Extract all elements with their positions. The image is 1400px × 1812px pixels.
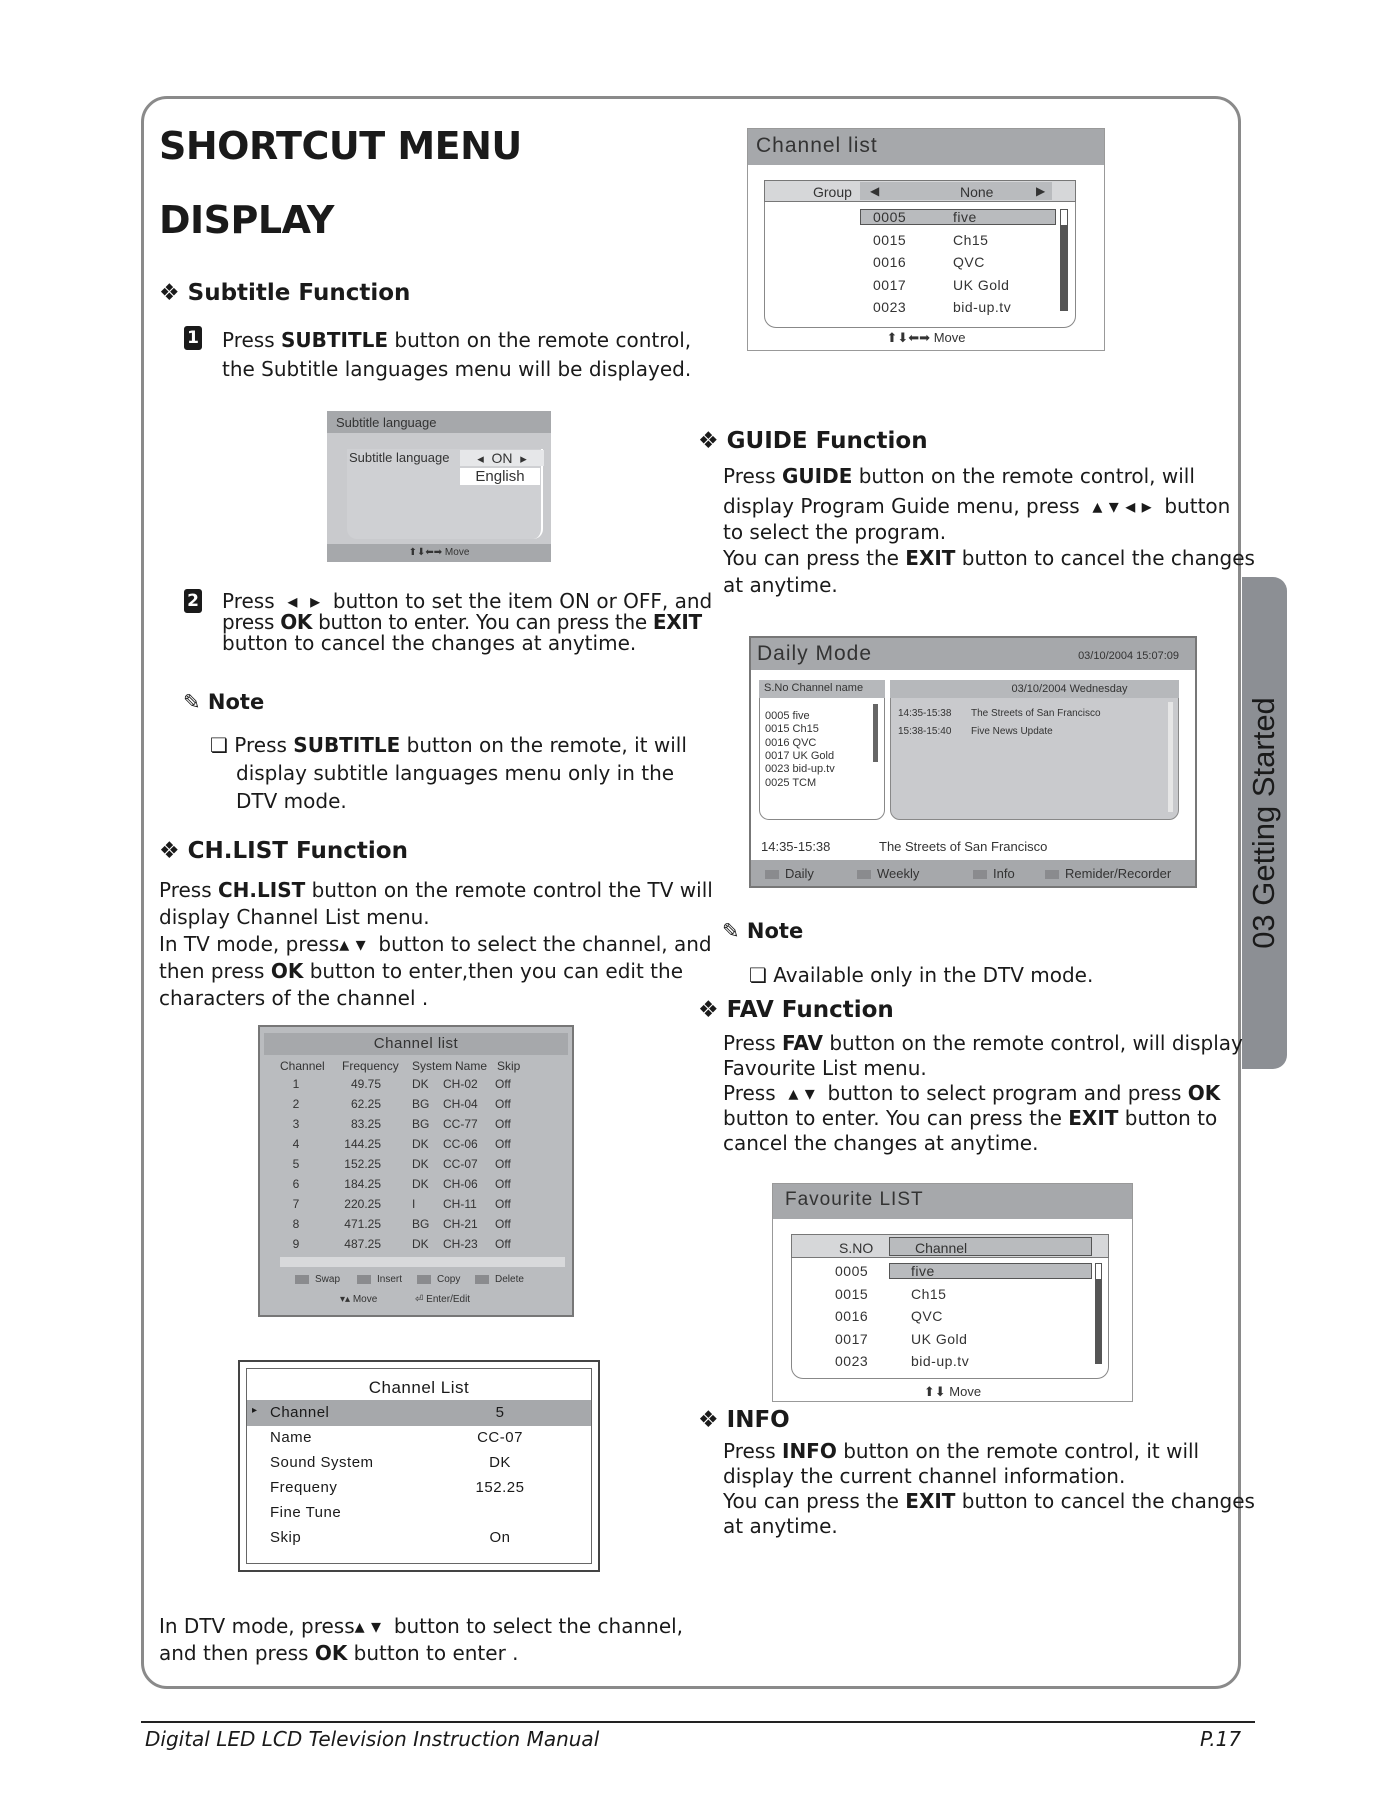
tv-list-cell: Off (495, 1217, 511, 1231)
edit-row-value: DK (489, 1454, 511, 1471)
tv-list-cell: Off (495, 1097, 511, 1111)
arrow-right-icon: ▶ (1036, 184, 1046, 198)
tv-list-cell: I (412, 1197, 416, 1211)
checkbox-bullet-icon: ❏ (749, 963, 767, 987)
channel-edit-screen (238, 1360, 600, 1572)
tv-list-cell: DK (412, 1077, 429, 1091)
tv-list-col-skip: Skip (497, 1059, 521, 1073)
tv-list-cell: 8 (292, 1217, 300, 1231)
chlist-line4: then press OK button to enter,then you can edit the (159, 959, 683, 983)
fav-list-title: Favourite LIST (773, 1184, 1132, 1219)
arrow-left-icon: ◀ (870, 184, 880, 198)
step-2-icon: 2 (184, 589, 202, 613)
tv-list-cell: 220.25 (344, 1197, 381, 1211)
side-tab-label: 03 Getting Started (1246, 697, 1281, 949)
subtitle-step2-line3: button to cancel the changes at anytime. (222, 631, 637, 655)
checkbox-bullet-icon: ❏ (210, 733, 228, 757)
page-title: SHORTCUT MENU (159, 124, 522, 168)
weekly-button[interactable]: Weekly (857, 866, 919, 881)
tv-list-cell: Off (495, 1137, 511, 1151)
dtv-line1: In DTV mode, press▴ ▾ button to select the channel, (159, 1614, 684, 1638)
guide-channel-item[interactable]: 0016 QVC (765, 736, 817, 749)
program-panel (890, 680, 1179, 820)
tv-list-cell: DK (412, 1157, 429, 1171)
tv-list-cell: 7 (292, 1197, 300, 1211)
tv-list-cell: 62.25 (350, 1097, 381, 1111)
guide-program-time[interactable]: 15:38-15:40 (898, 726, 952, 737)
dtv-list-title: Channel list (748, 129, 1104, 165)
tv-list-cell: Off (495, 1197, 511, 1211)
guide-heading: ❖ GUIDE Function (698, 428, 928, 454)
tv-list-cell: DK (412, 1237, 429, 1251)
fav-list-number[interactable]: 0023 (835, 1353, 869, 1369)
fav-line2: Favourite List menu. (723, 1056, 927, 1080)
guide-channel-item[interactable]: 0025 TCM (765, 776, 817, 789)
daily-mode-datetime: 03/10/2004 15:07:09 (1078, 650, 1179, 662)
enter-icon: ⏎ (415, 1294, 427, 1305)
footer-divider (141, 1721, 1255, 1723)
subtitle-language-screen (327, 411, 551, 562)
fav-list-number[interactable]: 0017 (835, 1330, 869, 1347)
move-arrows-icon: ⬆⬇⬅➡ (408, 547, 445, 558)
fav-list-number[interactable]: 0016 (835, 1308, 869, 1324)
dtv-list-number[interactable]: 0017 (873, 276, 907, 293)
dtv-list-name[interactable]: bid-up.tv (953, 299, 1012, 315)
subtitle-heading: ❖ Subtitle Function (159, 280, 411, 306)
channel-panel-header: S.No Channel name (759, 680, 885, 698)
tv-list-cell: CH-06 (443, 1177, 478, 1191)
tv-list-col-channel: Channel (280, 1059, 325, 1073)
guide-channel-item[interactable]: 0015 Ch15 (765, 723, 819, 736)
fav-list-footer: ⬆⬇ Move (923, 1384, 982, 1399)
fav-heading: ❖ FAV Function (698, 997, 894, 1023)
chlist-heading: ❖ CH.LIST Function (159, 838, 408, 864)
tv-list-cell: 471.25 (344, 1217, 381, 1231)
subtitle-step2: Press ◂ ▸ button to set the item ON or OFF, and (222, 589, 713, 613)
tv-channel-list-screen (258, 1025, 574, 1317)
guide-channel-item[interactable]: 0005 five (765, 710, 810, 722)
tv-list-cell: CC-06 (443, 1137, 478, 1151)
guide-channel-item[interactable]: 0023 bid-up.tv (765, 763, 835, 776)
arrow-right-icon: ▸ (520, 451, 527, 466)
screen-header: Subtitle language (327, 411, 551, 433)
fav-scrollbar-thumb[interactable] (1096, 1279, 1101, 1364)
dtv-list-name[interactable]: Ch15 (953, 231, 989, 248)
tv-list-col-name: Name (455, 1059, 488, 1073)
fav-list-number[interactable]: 0015 (835, 1285, 869, 1302)
info-heading: ❖ INFO (698, 1407, 790, 1433)
guide-program-title[interactable]: The Streets of San Francisco (971, 708, 1101, 719)
page-subtitle: DISPLAY (159, 198, 334, 242)
step-1-icon: 1 (184, 326, 202, 350)
footer-manual-title: Digital LED LCD Television Instruction Manual (145, 1727, 600, 1751)
info-line4: at anytime. (723, 1514, 838, 1538)
subtitle-step1-line2: the Subtitle languages menu will be displayed. (222, 357, 692, 381)
tv-list-highlight (280, 1257, 565, 1267)
reminder-recorder-button[interactable]: Remider/Recorder (1045, 866, 1171, 881)
insert-key[interactable]: Insert (357, 1274, 402, 1285)
left-right-icon: ◂ ▸ (287, 589, 321, 613)
dtv-list-footer: ⬆⬇⬅➡ Move (886, 330, 966, 345)
subtitle-step1: Press SUBTITLE button on the remote control, (222, 328, 692, 352)
tv-list-cell: 3 (292, 1117, 300, 1131)
note2-heading: ✎ Note (722, 919, 804, 943)
channel-scrollbar[interactable] (873, 704, 878, 762)
up-down-icon: ▴ ▾ (354, 1614, 382, 1638)
edit-row-value[interactable]: 5 (495, 1404, 505, 1421)
scrollbar-thumb[interactable] (1061, 225, 1067, 311)
fav-list-name[interactable]: bid-up.tv (911, 1353, 970, 1369)
tv-list-cell: 487.25 (344, 1237, 381, 1251)
fav-line4: button to enter. You can press the EXIT button to (723, 1106, 1218, 1130)
edit-row-value: CC-07 (477, 1429, 523, 1446)
swap-key[interactable]: Swap (295, 1274, 340, 1285)
tv-list-cell: Off (495, 1157, 511, 1171)
delete-key[interactable]: Delete (475, 1274, 524, 1285)
tv-list-enter: ⏎ Enter/Edit (415, 1294, 471, 1305)
chlist-line5: characters of the channel . (159, 986, 429, 1010)
guide-channel-item[interactable]: 0017 UK Gold (765, 749, 835, 762)
info-button[interactable]: Info (973, 866, 1015, 881)
edit-row-value: On (489, 1529, 511, 1546)
edit-row-label: Frequeny (270, 1479, 338, 1496)
pencil-icon: ✎ (722, 919, 740, 943)
dtv-list-number[interactable]: 0005 (873, 209, 907, 225)
note-line3: DTV mode. (236, 789, 347, 813)
chlist-line3: In TV mode, press▴ ▾ button to select the channel, and (159, 932, 712, 956)
info-line2: display the current channel information. (723, 1464, 1126, 1488)
fav-line1: Press FAV button on the remote control, will display (723, 1031, 1243, 1055)
subtitle-value[interactable]: ◂ ON ▸ (460, 450, 544, 466)
tv-list-cell: 152.25 (344, 1157, 381, 1171)
edit-screen-title: Channel List (368, 1378, 470, 1397)
info-line3: You can press the EXIT button to cancel the changes (723, 1489, 1255, 1513)
fav-line3: Press ▴ ▾ button to select program and press OK (723, 1081, 1221, 1105)
dtv-list-number[interactable]: 0015 (873, 231, 907, 248)
edit-row-label: Skip (270, 1529, 302, 1546)
tv-list-cell: Off (495, 1117, 511, 1131)
group-value: None (960, 184, 994, 200)
up-down-icon: ▾▴ (340, 1294, 353, 1305)
subtitle-option[interactable]: English (460, 468, 540, 485)
note-heading: ✎ Note (183, 690, 265, 714)
tv-list-cell: Off (495, 1237, 511, 1251)
tv-list-cell: 83.25 (350, 1117, 381, 1131)
edit-row-label: Sound System (270, 1454, 374, 1471)
fav-list-name[interactable]: Ch15 (911, 1285, 947, 1302)
dtv-list-number[interactable]: 0023 (873, 299, 907, 315)
note2-text: ❏ Available only in the DTV mode. (749, 963, 1094, 987)
fav-list-number[interactable]: 0005 (835, 1263, 869, 1279)
tv-list-cell: DK (412, 1177, 429, 1191)
subtitle-step2-line2: press OK button to enter. You can press the EXIT (222, 610, 702, 634)
tv-list-cell: 5 (292, 1157, 300, 1171)
note-line2: display subtitle languages menu only in the (236, 761, 675, 785)
favourite-list-screen (772, 1183, 1133, 1402)
chlist-line2: display Channel List menu. (159, 905, 430, 929)
chlist-line1: Press CH.LIST button on the remote control the TV will (159, 878, 713, 902)
daily-mode-title: Daily Mode (757, 642, 873, 665)
daily-button[interactable]: Daily (765, 866, 814, 881)
dtv-channel-list-screen (747, 128, 1105, 351)
guide-line1: Press GUIDE button on the remote control, will (723, 464, 1195, 488)
group-label: Group (813, 184, 852, 200)
footer-page-number: P.17 (1200, 1727, 1242, 1751)
info-line1: Press INFO button on the remote control, it will (723, 1439, 1200, 1463)
tv-list-cell: 49.75 (350, 1077, 381, 1091)
dtv-list-name[interactable]: UK Gold (953, 276, 1010, 293)
guide-line2: display Program Guide menu, press ▴ ▾ ◂ ▸ button (723, 494, 1231, 518)
tv-list-col-frequency: Frequency (342, 1059, 399, 1073)
edit-row-label: Fine Tune (270, 1504, 342, 1521)
tv-list-cell: CC-07 (443, 1157, 478, 1171)
tv-list-col-system: System (412, 1059, 453, 1073)
tv-list-cell: 9 (292, 1237, 300, 1251)
tv-list-title: Channel list (264, 1033, 568, 1055)
pencil-icon: ✎ (183, 690, 201, 714)
up-down-icon: ▴ ▾ (788, 1081, 815, 1105)
current-program: The Streets of San Francisco (879, 839, 1048, 854)
dtv-list-panel (764, 180, 1076, 328)
arrows-icon: ▴ ▾ ◂ ▸ (1092, 494, 1152, 518)
selection-arrow-icon: ▸ (252, 1405, 258, 1416)
guide-program-title[interactable]: Five News Update (971, 726, 1053, 737)
dtv-line2: and then press OK button to enter . (159, 1641, 519, 1665)
tv-list-cell: CH-11 (443, 1197, 477, 1211)
current-time: 14:35-15:38 (761, 839, 831, 854)
copy-key[interactable]: Copy (417, 1274, 460, 1285)
daily-mode-header (751, 638, 1195, 670)
fav-list-name[interactable]: five (911, 1263, 935, 1279)
tv-list-cell: 144.25 (344, 1137, 381, 1151)
subtitle-label: Subtitle language (349, 450, 450, 465)
screen-footer: ⬆⬇⬅➡ Move (327, 544, 551, 562)
tv-list-cell: BG (412, 1097, 430, 1111)
fav-list-name[interactable]: QVC (911, 1308, 943, 1324)
up-down-icon: ▴ ▾ (339, 932, 366, 956)
tv-list-cell: Off (495, 1177, 511, 1191)
edit-row-label[interactable]: Channel (270, 1404, 330, 1421)
tv-list-cell: CH-04 (443, 1097, 478, 1111)
group-value-box (860, 182, 1052, 200)
fav-col-sno: S.NO (839, 1240, 874, 1256)
edit-row-value: 152.25 (475, 1479, 525, 1496)
arrow-left-icon: ◂ (477, 451, 484, 466)
guide-program-time[interactable]: 14:35-15:38 (898, 708, 952, 719)
daily-mode-screen (749, 636, 1197, 888)
program-panel-header: 03/10/2004 Wednesday (890, 680, 1179, 698)
fav-col-channel: Channel (915, 1240, 968, 1256)
tv-list-cell: 2 (292, 1097, 300, 1111)
dtv-list-name[interactable]: QVC (953, 254, 985, 270)
tv-list-cell: BG (412, 1117, 430, 1131)
note-line1: ❏ Press SUBTITLE button on the remote, it will (210, 733, 687, 757)
program-scrollbar[interactable] (1168, 702, 1173, 812)
tv-list-cell: Off (495, 1077, 511, 1091)
tv-list-cell: CH-21 (443, 1217, 478, 1231)
guide-line5: at anytime. (723, 573, 838, 597)
tv-list-cell: 1 (292, 1077, 300, 1091)
tv-list-cell: 6 (292, 1177, 300, 1191)
fav-list-name[interactable]: UK Gold (911, 1330, 968, 1347)
tv-list-cell: 4 (292, 1137, 300, 1151)
tv-list-cell: DK (412, 1137, 429, 1151)
move-arrows-icon: ⬆⬇⬅➡ (886, 330, 934, 345)
tv-list-cell: CC-77 (443, 1117, 478, 1131)
guide-line4: You can press the EXIT button to cancel the changes (723, 546, 1255, 570)
tv-list-cell: CH-23 (443, 1237, 478, 1251)
dtv-list-number[interactable]: 0016 (873, 254, 907, 270)
guide-line3: to select the program. (723, 520, 947, 544)
fav-line5: cancel the changes at anytime. (723, 1131, 1039, 1155)
tv-list-move: ▾▴ Move (340, 1294, 378, 1305)
tv-list-cell: BG (412, 1217, 430, 1231)
up-down-icon: ⬆⬇ (923, 1384, 950, 1399)
tv-list-cell: CH-02 (443, 1077, 478, 1091)
tv-list-cell: 184.25 (344, 1177, 381, 1191)
edit-row-label: Name (270, 1429, 313, 1446)
dtv-list-name[interactable]: five (953, 209, 977, 225)
